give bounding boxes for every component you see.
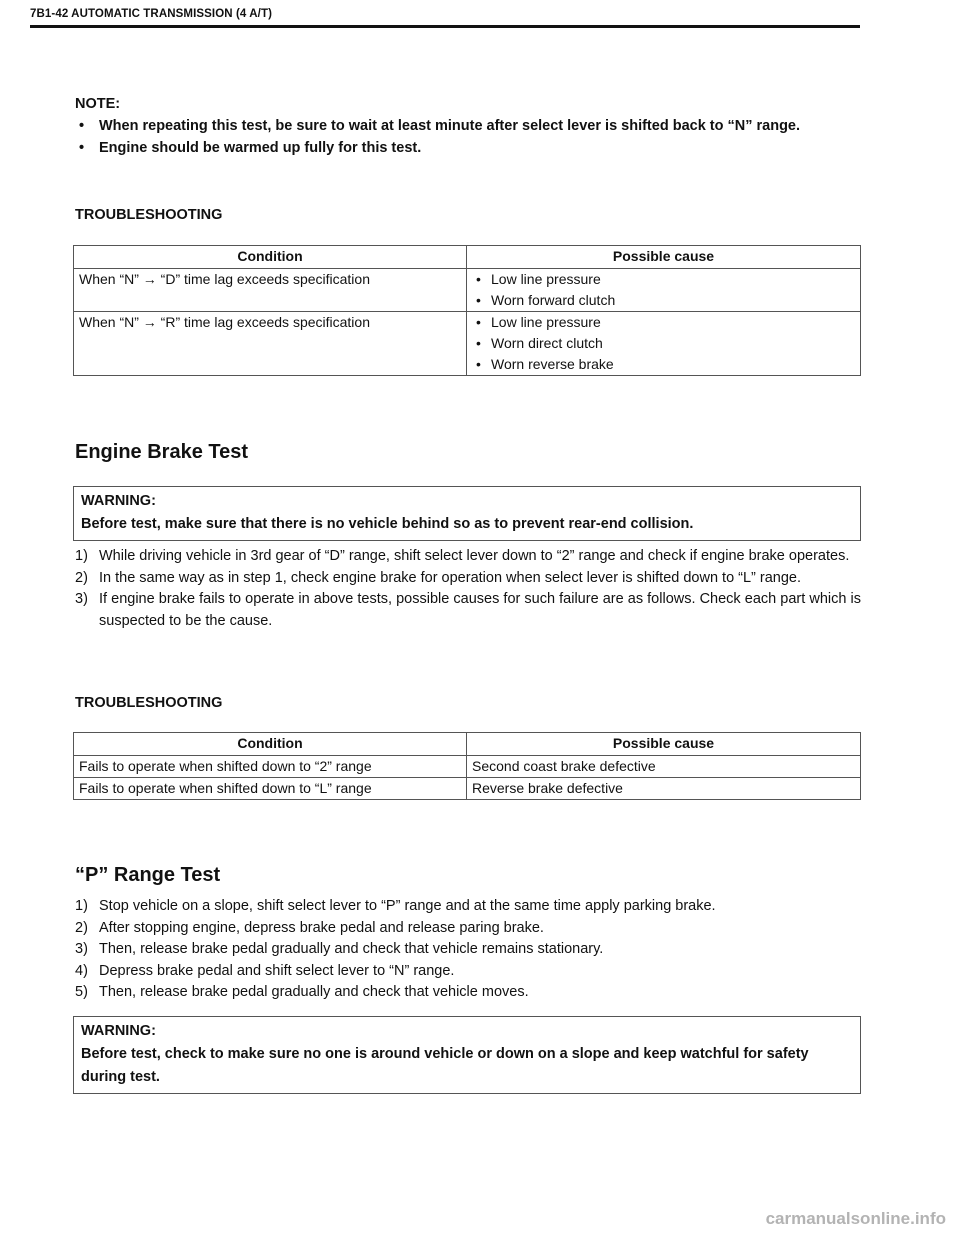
condition-cell: Fails to operate when shifted down to “L” range: [74, 778, 467, 800]
cause-item: • Worn direct clutch: [472, 333, 855, 354]
watermark: carmanualsonline.info: [765, 1209, 946, 1228]
note-label: NOTE:: [75, 96, 121, 112]
troubleshooting-heading: TROUBLESHOOTING: [75, 207, 223, 223]
column-header-condition: Condition: [74, 246, 467, 269]
table-row: [74, 756, 861, 778]
step-number: 3): [75, 591, 88, 607]
troubleshooting-table-engine-brake: [73, 732, 861, 800]
step-number: 4): [75, 962, 88, 979]
step-number: 5): [75, 984, 88, 1000]
column-header-possible-cause: Possible cause: [467, 246, 861, 269]
step-number: 1): [75, 898, 88, 914]
warning-box-p-range: [73, 1016, 861, 1094]
step-item: [75, 546, 861, 568]
warning-box-engine-brake: [73, 486, 861, 541]
note-list: [75, 115, 860, 159]
step-item: [75, 961, 861, 983]
section-title-p-range-test: “P” Range Test: [75, 864, 221, 886]
step-text: Depress brake pedal and shift select lever to “N” range.: [99, 962, 455, 979]
step-text: Stop vehicle on a slope, shift select lever to “P” range and at the same time apply parking brake.: [99, 898, 716, 914]
note-block: [75, 93, 860, 159]
cause-cell: Reverse brake defective: [467, 778, 861, 800]
step-item: [75, 568, 861, 590]
condition-cell: Fails to operate when shifted down to “2” range: [74, 756, 467, 778]
warning-text: Before test, make sure that there is no vehicle behind so as to prevent rear-end collision.: [81, 516, 694, 532]
p-range-steps: [75, 896, 861, 1004]
table-header-row: [74, 246, 861, 269]
step-item: [75, 918, 861, 940]
step-number: 2): [75, 919, 88, 936]
step-item: [75, 896, 861, 918]
note-item: • Engine should be warmed up fully for this test.: [75, 137, 860, 159]
step-number: 3): [75, 941, 88, 957]
step-item: [75, 939, 861, 961]
warning-label: WARNING:: [81, 1023, 156, 1039]
step-number: 2): [75, 569, 88, 586]
cause-item: • Worn reverse brake: [472, 354, 855, 375]
step-text: If engine brake fails to operate in above tests, possible causes for such failure are as follows. Check each part which is suspected to be the cause.: [99, 591, 861, 629]
table-row: [74, 778, 861, 800]
warning-text: Before test, check to make sure no one is around vehicle or down on a slope and keep watchful for safety during test.: [81, 1046, 809, 1085]
table-row: [74, 312, 861, 376]
cause-cell: [467, 269, 861, 312]
step-text: Then, release brake pedal gradually and check that vehicle moves.: [99, 984, 529, 1000]
table-header-row: [74, 733, 861, 756]
column-header-condition: Condition: [74, 733, 467, 756]
cause-item: • Low line pressure: [472, 312, 855, 333]
cause-cell: Second coast brake defective: [467, 756, 861, 778]
step-text: While driving vehicle in 3rd gear of “D” range, shift select lever down to “2” range and check if engine brake operates.: [99, 548, 850, 564]
step-text: After stopping engine, depress brake pedal and release paring brake.: [99, 919, 544, 936]
note-item: • When repeating this test, be sure to wait at least minute after select lever is shifted back to “N” range.: [75, 115, 860, 137]
cause-cell: [467, 312, 861, 376]
troubleshooting-table-time-lag: [73, 245, 861, 376]
warning-label: WARNING:: [81, 493, 156, 509]
table-row: [74, 269, 861, 312]
engine-brake-steps: [75, 546, 861, 632]
column-header-possible-cause: Possible cause: [467, 733, 861, 756]
step-text: Then, release brake pedal gradually and check that vehicle remains stationary.: [99, 941, 604, 957]
step-item: [75, 589, 861, 632]
step-text: In the same way as in step 1, check engine brake for operation when select lever is shifted down to “L” range.: [99, 569, 802, 586]
step-number: 1): [75, 548, 88, 564]
troubleshooting-heading: TROUBLESHOOTING: [75, 695, 223, 711]
cause-item: • Worn forward clutch: [472, 290, 855, 311]
condition-cell: When “N” → “R” time lag exceeds specification: [74, 312, 467, 376]
step-item: [75, 982, 861, 1004]
page-header: 7B1-42 AUTOMATIC TRANSMISSION (4 A/T): [30, 8, 860, 28]
section-title-engine-brake-test: Engine Brake Test: [75, 441, 249, 463]
cause-item: • Low line pressure: [472, 269, 855, 290]
condition-cell: When “N” → “D” time lag exceeds specification: [74, 269, 467, 312]
